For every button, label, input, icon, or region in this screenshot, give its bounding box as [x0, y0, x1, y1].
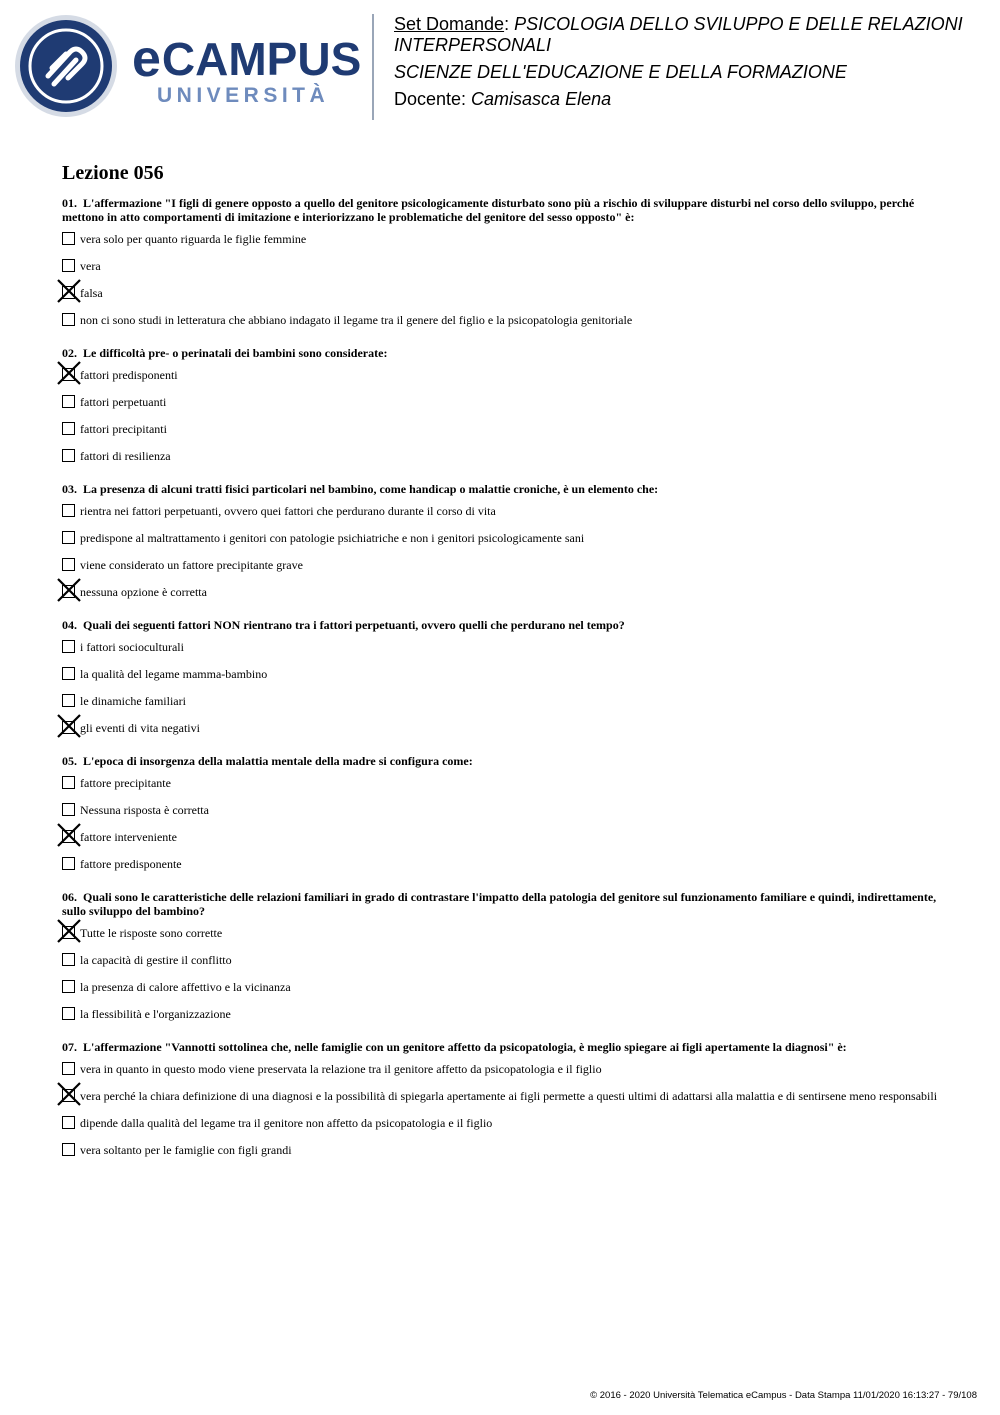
question-text: [62, 196, 942, 224]
question-number: 03.: [62, 482, 77, 496]
answer-label: nessuna opzione è corretta: [80, 585, 207, 599]
answer-option[interactable]: [62, 558, 942, 574]
header-divider: [372, 14, 374, 120]
answer-label: vera soltanto per le famiglie con figli grandi: [80, 1143, 292, 1157]
answer-option[interactable]: [62, 803, 942, 819]
answer-label: vera solo per quanto riguarda le figlie femmine: [80, 232, 307, 246]
answer-option[interactable]: [62, 286, 942, 302]
main-content: [62, 160, 942, 1176]
logo-sub-text: UNIVERSITÀ: [157, 84, 330, 107]
question-number: 04.: [62, 618, 77, 632]
question-body: L'affermazione "I figli di genere opposto a quello del genitore psicologicamente disturbato sono più a rischio di sviluppare disturbi nel corso dello sviluppo, perché mettono in atto comportamenti di imitazione e interiorizzano le problematiche del genitore del sesso opposto" è:: [62, 196, 915, 224]
answer-label: fattori precipitanti: [80, 422, 167, 436]
answer-option[interactable]: [62, 980, 942, 996]
answer-checkbox[interactable]: [62, 422, 75, 435]
answer-option[interactable]: [62, 368, 942, 384]
answer-option[interactable]: [62, 694, 942, 710]
answer-option[interactable]: [62, 953, 942, 969]
answer-option[interactable]: [62, 1116, 942, 1132]
answer-checkbox[interactable]: [62, 259, 75, 272]
answer-option[interactable]: [62, 667, 942, 683]
answer-option[interactable]: [62, 1062, 942, 1078]
question-4: [62, 618, 942, 737]
question-body: Quali dei seguenti fattori NON rientrano tra i fattori perpetuanti, ovvero quelli che perdurano nel tempo?: [83, 618, 625, 632]
answer-checkbox[interactable]: [62, 313, 75, 326]
question-body: Quali sono le caratteristiche delle relazioni familiari in grado di contrastare l'impatto della patologia del genitore sul funzionamento familiare e quindi, indirettamente, sullo sviluppo del bambino?: [62, 890, 937, 918]
answer-checkbox[interactable]: [62, 558, 75, 571]
answer-label: le dinamiche familiari: [80, 694, 186, 708]
answer-label: la flessibilità e l'organizzazione: [80, 1007, 231, 1021]
answer-checkbox[interactable]: [62, 531, 75, 544]
question-body: La presenza di alcuni tratti fisici particolari nel bambino, come handicap o malattie croniche, è un elemento che:: [83, 482, 659, 496]
answer-option[interactable]: [62, 830, 942, 846]
question-text: [62, 346, 942, 360]
answer-option[interactable]: [62, 259, 942, 275]
answer-option[interactable]: [62, 504, 942, 520]
answer-option[interactable]: [62, 1143, 942, 1159]
answer-option[interactable]: [62, 857, 942, 873]
question-number: 05.: [62, 754, 77, 768]
answer-option[interactable]: [62, 640, 942, 656]
question-body: L'affermazione "Vannotti sottolinea che, nelle famiglie con un genitore affetto da psicopatologia, è meglio spiegare ai figli apertamente la diagnosi" è:: [83, 1040, 847, 1054]
question-text: [62, 1040, 942, 1054]
set-label: Set Domande: [394, 14, 505, 34]
answer-label: Tutte le risposte sono corrette: [80, 926, 223, 940]
answer-checkbox[interactable]: [62, 1089, 75, 1102]
answer-label: rientra nei fattori perpetuanti, ovvero quei fattori che perdurano durante il corso di vita: [80, 504, 496, 518]
answer-checkbox[interactable]: [62, 926, 75, 939]
question-5: [62, 754, 942, 873]
question-6: [62, 890, 942, 1023]
set-title-row: [394, 14, 994, 56]
answer-option[interactable]: [62, 776, 942, 792]
answer-label: vera perché la chiara definizione di una diagnosi e la possibilità di spiegarla apertamente ai figli permette a questi ultimi di adattarsi alla malattia e di sentirsene meno responsabili: [80, 1089, 938, 1103]
answer-checkbox[interactable]: [62, 953, 75, 966]
answer-option[interactable]: [62, 531, 942, 547]
answer-label: falsa: [80, 286, 103, 300]
answer-label: la qualità del legame mamma-bambino: [80, 667, 268, 681]
answer-label: dipende dalla qualità del legame tra il genitore non affetto da psicopatologia e il figlio: [80, 1116, 493, 1130]
set-info: [394, 14, 994, 110]
answer-checkbox[interactable]: [62, 449, 75, 462]
lesson-title: Lezione 056: [62, 162, 164, 184]
question-number: 07.: [62, 1040, 77, 1054]
set-sep: :: [504, 14, 510, 34]
answer-checkbox[interactable]: [62, 776, 75, 789]
answer-label: Nessuna risposta è corretta: [80, 803, 209, 817]
answer-option[interactable]: [62, 721, 942, 737]
question-number: 06.: [62, 890, 77, 904]
answer-label: fattore precipitante: [80, 776, 171, 790]
answer-checkbox[interactable]: [62, 232, 75, 245]
answer-option[interactable]: [62, 395, 942, 411]
answer-checkbox[interactable]: [62, 1062, 75, 1075]
ecampus-logo-wordmark: [132, 30, 362, 108]
question-3: [62, 482, 942, 601]
question-2: [62, 346, 942, 465]
course-name: SCIENZE DELL'EDUCAZIONE E DELLA FORMAZIONE: [394, 62, 847, 82]
answer-label: gli eventi di vita negativi: [80, 721, 200, 735]
answer-checkbox[interactable]: [62, 286, 75, 299]
answer-checkbox[interactable]: [62, 694, 75, 707]
answer-checkbox[interactable]: [62, 857, 75, 870]
answer-label: la presenza di calore affettivo e la vicinanza: [80, 980, 291, 994]
answer-option[interactable]: [62, 449, 942, 465]
answer-option[interactable]: [62, 1089, 942, 1105]
answer-option[interactable]: [62, 313, 942, 329]
answer-label: i fattori socioculturali: [80, 640, 184, 654]
logo-brand-e: e: [132, 30, 161, 88]
questions-list: [62, 196, 942, 1159]
docente-label: Docente:: [394, 89, 472, 109]
answer-option[interactable]: [62, 232, 942, 248]
docente-row: [394, 89, 994, 110]
question-1: [62, 196, 942, 329]
question-body: L'epoca di insorgenza della malattia mentale della madre si configura come:: [83, 754, 473, 768]
question-text: [62, 482, 942, 496]
answer-label: fattori perpetuanti: [80, 395, 167, 409]
answer-checkbox[interactable]: [62, 368, 75, 381]
page-footer: © 2016 - 2020 Università Telematica eCampus - Data Stampa 11/01/2020 16:13:27 - 79/108: [590, 1390, 977, 1401]
answer-label: fattori predisponenti: [80, 368, 178, 382]
answer-checkbox[interactable]: [62, 585, 75, 598]
answer-option[interactable]: [62, 1007, 942, 1023]
page-header: [0, 0, 1000, 130]
answer-checkbox[interactable]: [62, 1116, 75, 1129]
set-title: PSICOLOGIA DELLO SVILUPPO E DELLE RELAZIONI INTERPERSONALI: [394, 14, 963, 55]
answer-option[interactable]: [62, 585, 942, 601]
answer-checkbox[interactable]: [62, 1143, 75, 1156]
question-number: 02.: [62, 346, 77, 360]
docente-name: Camisasca Elena: [471, 89, 612, 109]
answer-label: vera: [80, 259, 101, 273]
question-text: [62, 618, 942, 632]
answer-checkbox[interactable]: [62, 667, 75, 680]
question-body: Le difficoltà pre- o perinatali dei bambini sono considerate:: [83, 346, 388, 360]
answer-label: viene considerato un fattore precipitante grave: [80, 558, 303, 572]
question-text: [62, 754, 942, 768]
answer-checkbox[interactable]: [62, 504, 75, 517]
answer-checkbox[interactable]: [62, 830, 75, 843]
answer-label: fattori di resilienza: [80, 449, 171, 463]
answer-checkbox[interactable]: [62, 721, 75, 734]
logo-brand-text: CAMPUS: [161, 33, 362, 85]
answer-label: fattore predisponente: [80, 857, 182, 871]
question-text: [62, 890, 942, 918]
answer-checkbox[interactable]: [62, 980, 75, 993]
answer-option[interactable]: [62, 926, 942, 942]
answer-label: la capacità di gestire il conflitto: [80, 953, 232, 967]
answer-checkbox[interactable]: [62, 1007, 75, 1020]
answer-checkbox[interactable]: [62, 395, 75, 408]
question-number: 01.: [62, 196, 77, 210]
ecampus-logo-emblem: [14, 14, 118, 123]
answer-checkbox[interactable]: [62, 640, 75, 653]
answer-label: vera in quanto in questo modo viene preservata la relazione tra il genitore affetto da psicopatologia e il figlio: [80, 1062, 602, 1076]
answer-label: fattore interveniente: [80, 830, 177, 844]
question-7: [62, 1040, 942, 1159]
answer-checkbox[interactable]: [62, 803, 75, 816]
answer-label: predispone al maltrattamento i genitori con patologie psichiatriche e non i genitori psicologicamente sani: [80, 531, 585, 545]
answer-option[interactable]: [62, 422, 942, 438]
answer-label: non ci sono studi in letteratura che abbiano indagato il legame tra il genere del figlio e la psicopatologia genitoriale: [80, 313, 633, 327]
